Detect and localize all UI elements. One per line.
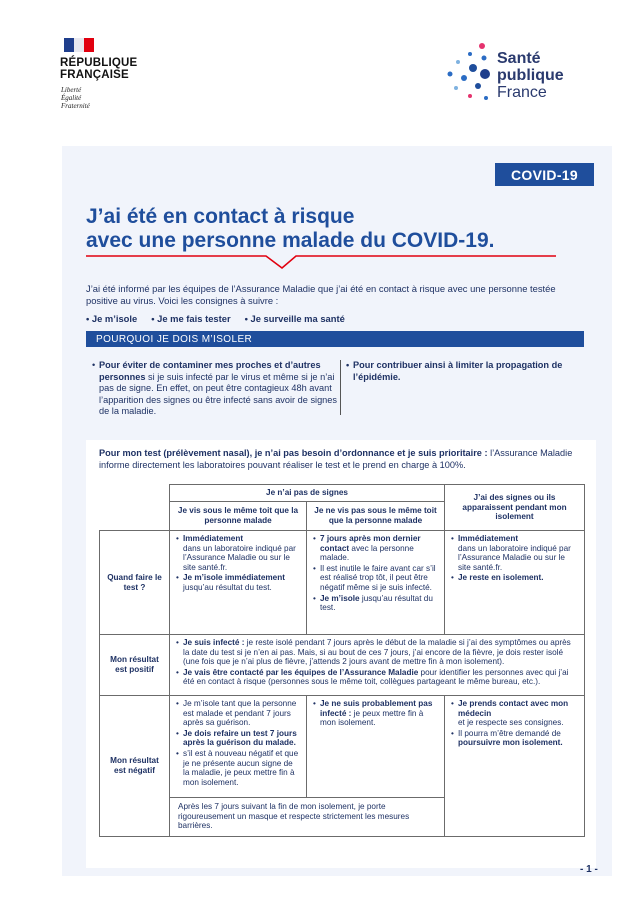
row-when-test-label: Quand faire le test ? [99, 530, 170, 635]
when-test-not-same-roof: • 7 jours après mon dernier contact avec la personne malade. • Il est inutile le faire avant car s’il est réalisé trop tôt, il peut être négatif même si je suis infecté. • Je m’isole jusqu’au résultat du test. [306, 530, 445, 635]
positive-result-guidance: • Je suis infecté : je reste isolé pendant 7 jours après le début de la maladie si j’ai des symptômes ou après la date du test si je n’en ai pas. Mais, si au bout de ces 7 jours, j’ai encore de la fièvre, je dois rester isolé (une fois que je n’ai plus de fièvre, j’attends 2 jours avant de mettre fin à mon isolement). • Je vais être contacté par les équipes de l’Assurance Maladie pour identifier les personnes avec qui j’ai été en contact à risque (personnes sous le même toit, collègues partageant le même bureau, etc.). [169, 634, 585, 696]
why-reason-right: • Pour contribuer ainsi à limiter la propagation de l’épidémie. [353, 360, 578, 383]
why-reason-left: • Pour éviter de contaminer mes proches et d’autres personnes si je suis infecté par le virus et même si je n’ai pas de signe. En effet, on peut être contagieux 48h avant l’apparition des signes ou être infecté sans avoir de signes de la maladie. [99, 360, 339, 418]
action-monitor: • Je surveille ma santé [245, 313, 345, 324]
key-actions-list [86, 313, 586, 324]
republic-motto: Liberté Égalité Fraternité [61, 86, 90, 110]
col-not-same-roof-header: Je ne vis pas sous le même toit que la personne malade [306, 501, 445, 531]
covid-badge: COVID-19 [495, 163, 594, 186]
col-same-roof-header: Je vis sous le même toit que la personne malade [169, 501, 307, 531]
speech-bubble-underline [86, 250, 556, 270]
negative-footer-note: Après les 7 jours suivant la fin de mon isolement, je porte rigoureusement un masque et respecte strictement les mesures barrières. [169, 797, 445, 837]
intro-text: J’ai été informé par les équipes de l’Assurance Maladie que j’ai été en contact à risque avec une personne testée positive au virus. Voici les consignes à suivre : [86, 283, 556, 306]
why-isolate-heading: POURQUOI JE DOIS M’ISOLER [86, 331, 584, 347]
why-divider [340, 360, 341, 415]
marianne-flag-logo [64, 38, 94, 52]
no-symptoms-header: Je n’ai pas de signes [169, 484, 445, 502]
when-test-same-roof: • Immédiatement dans un laboratoire indiqué par l’Assurance Maladie ou sur le site santé.fr. • Je m’isole immédiatement jusqu’au résultat du test. [169, 530, 307, 635]
sante-publique-dots-logo [440, 40, 500, 112]
action-test: • Je me fais tester [151, 313, 230, 324]
sante-publique-france-name: Santé publique France [497, 50, 564, 101]
negative-symptoms: • Je prends contact avec mon médecin et je respecte ses consignes. • Il pourra m’être demandé de poursuivre mon isolement. [444, 695, 585, 837]
test-note: Pour mon test (prélèvement nasal), je n’ai pas besoin d’ordonnance et je suis prioritaire : l’Assurance Maladie informe directement les laboratoires pouvant réaliser le test et le prend en charge à 100%. [99, 448, 573, 470]
page-title: J’ai été en contact à risque avec une personne malade du COVID-19. [86, 205, 495, 252]
col-symptoms-header: J’ai des signes ou ils apparaissent pendant mon isolement [444, 484, 585, 531]
row-positive-label: Mon résultat est positif [99, 634, 170, 696]
negative-same-roof: • Je m’isole tant que la personne est malade et pendant 7 jours après sa guérison. • Je dois refaire un test 7 jours après la guérison du malade. • s’il est à nouveau négatif et que je ne présente aucun signe de la maladie, je peux mettre fin à mon isolement. [169, 695, 307, 798]
negative-not-same-roof: • Je ne suis probablement pas infecté : je peux mettre fin à mon isolement. [306, 695, 445, 798]
action-isolate: • Je m’isole [86, 313, 137, 324]
when-test-symptoms: • Immédiatement dans un laboratoire indiqué par l’Assurance Maladie ou sur le site santé.fr. • Je reste en isolement. [444, 530, 585, 635]
page-number: - 1 - [580, 864, 598, 875]
republique-francaise-label: RÉPUBLIQUE FRANÇAISE [60, 57, 138, 81]
row-negative-label: Mon résultat est négatif [99, 695, 170, 837]
